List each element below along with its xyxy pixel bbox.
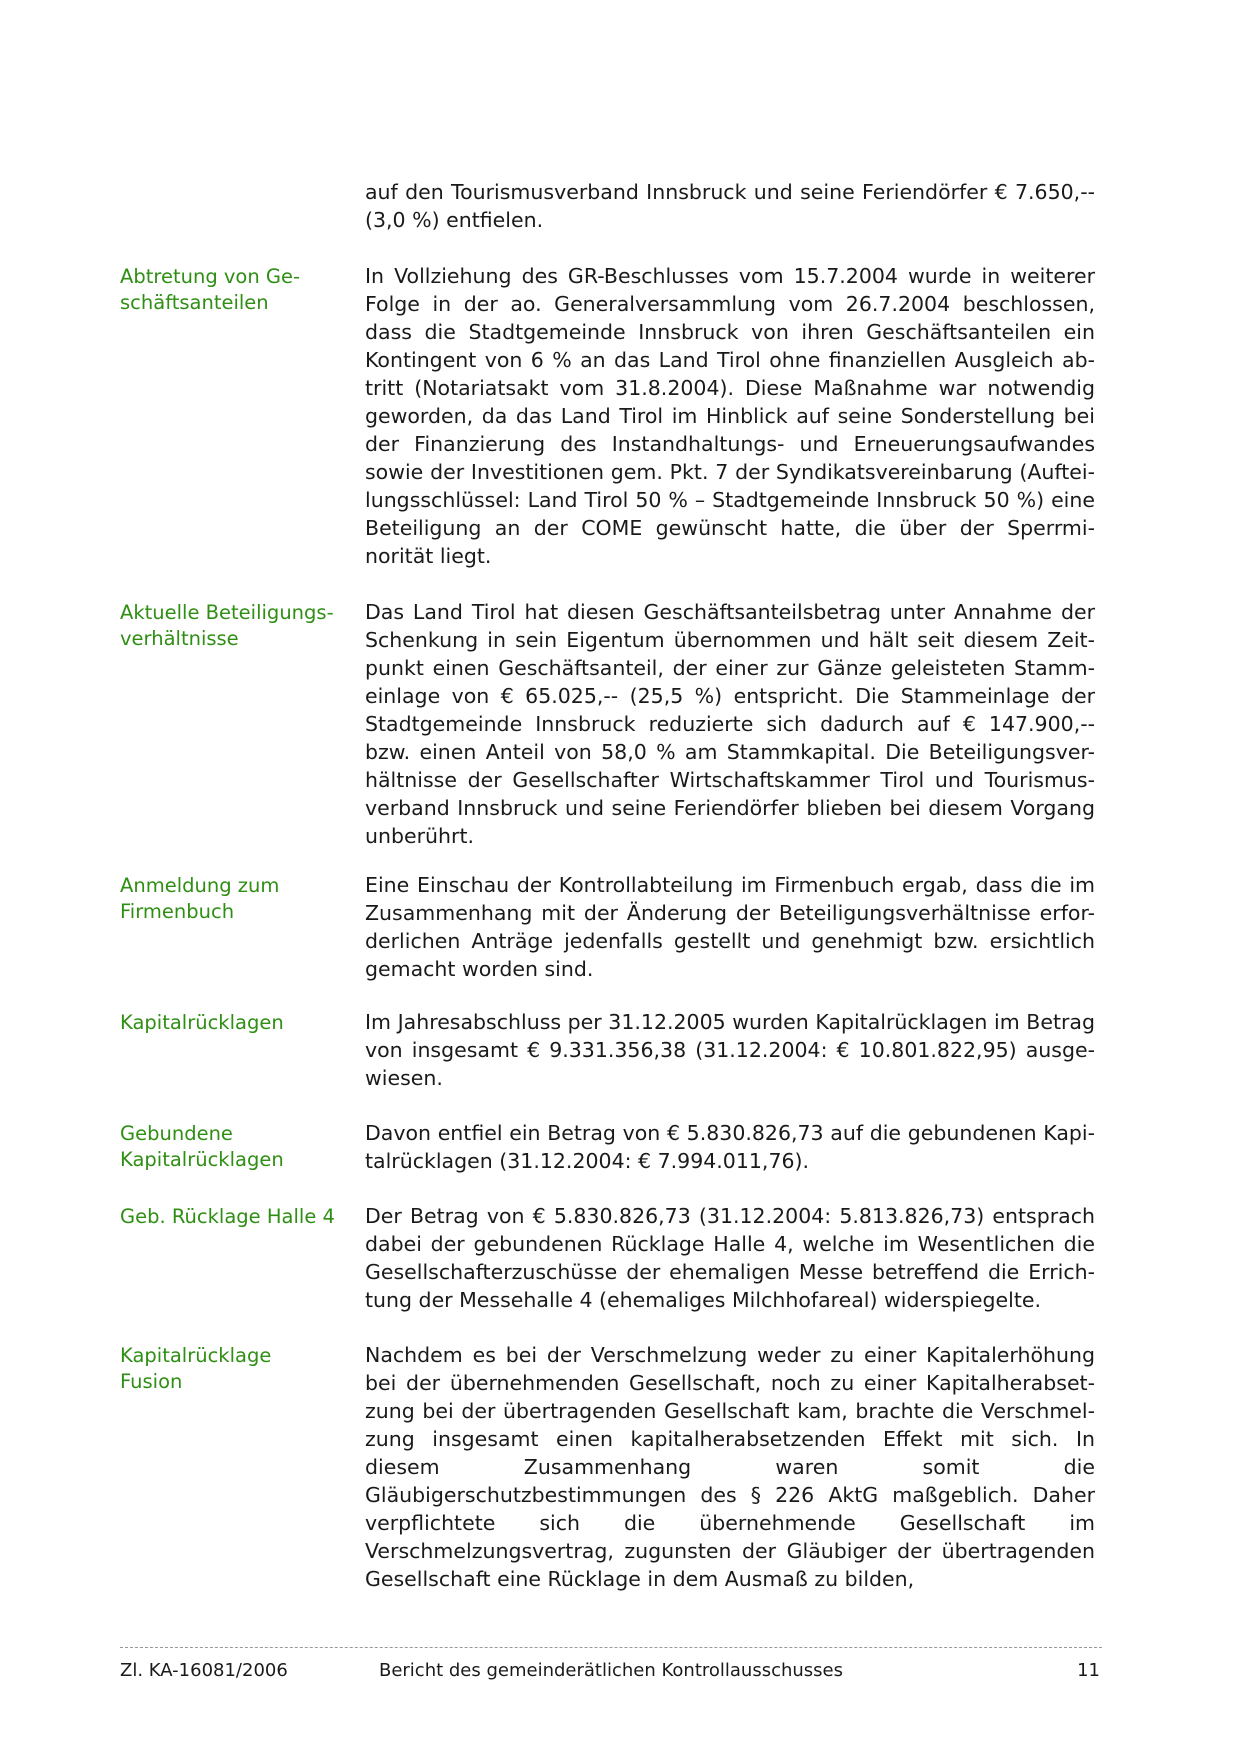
margin-note: Gebundene Kapitalrücklagen xyxy=(120,1122,284,1171)
footer-divider xyxy=(120,1647,1102,1648)
section-body: Nachdem es bei der Verschmelzung weder zu einer Kapitalerhöhung bei der übernehmenden Gesellschaft, noch zu einer Kapitalherabset-zung bei der übertragenden Gesellschaft kam, brachte die Verschmel-zung insgesamt einen kapitalherabsetzenden Effekt mit sich. In diesem Zusammenhang waren somit die Gläubigerschutzbestimmungen des § 226 AktG maßgeblich. Daher verpflichtete sich die übernehmende Gesellschaft im Verschmelzungsvertrag, zugunsten der Gläubiger der übertragenden Gesellschaft eine Rücklage in dem Ausmaß zu bilden, xyxy=(365,1343,1095,1591)
margin-note: Abtretung von Ge-schäftsanteilen xyxy=(120,265,301,314)
section-body: Das Land Tirol hat diesen Geschäftsanteilsbetrag unter Annahme der Schenkung in sein Eigentum übernommen und hält seit diesem Zeit-punkt einen Geschäftsanteil, der einer zur Gänze geleisteten Stamm-einlage von € 65.025,-- (25,5 %) entspricht. Die Stammeinlage der Stadtgemeinde Innsbruck reduzierte sich dadurch auf € 147.900,-- bzw. einen Anteil von 58,0 % am Stammkapital. Die Beteiligungsver-hältnisse der Gesellschafter Wirtschaftskammer Tirol und Tourismus-verband Innsbruck und seine Feriendörfer blieben bei diesem Vorgang unberührt. xyxy=(365,600,1095,848)
footer-reference: Zl. KA-16081/2006 xyxy=(120,1660,288,1681)
section-body: Der Betrag von € 5.830.826,73 (31.12.2004: 5.813.826,73) entsprach dabei der gebundenen Rücklage Halle 4, welche im Wesentlichen die Gesellschafterzuschüsse der ehemaligen Messe betreffend die Errich-tung der Messehalle 4 (ehemaliges Milchhofareal) widerspiegelte. xyxy=(365,1204,1095,1312)
margin-note: Aktuelle Beteiligungs-verhältnisse xyxy=(120,601,334,650)
page-footer xyxy=(120,1658,1102,1684)
footer-title: Bericht des gemeinderätlichen Kontrollausschusses xyxy=(378,1660,844,1681)
margin-note: Anmeldung zum Firmenbuch xyxy=(120,874,280,923)
margin-note: Geb. Rücklage Halle 4 xyxy=(120,1205,335,1228)
page-number: 11 xyxy=(1077,1660,1100,1681)
margin-note: Kapitalrücklagen xyxy=(120,1011,284,1034)
section-body: Eine Einschau der Kontrollabteilung im Firmenbuch ergab, dass die im Zusammenhang mit der Änderung der Beteiligungsverhältnisse erfor-derlichen Anträge jedenfalls gestellt und genehmigt bzw. ersichtlich gemacht worden sind. xyxy=(365,873,1095,981)
section-body: Davon entfiel ein Betrag von € 5.830.826,73 auf die gebundenen Kapi-talrücklagen (31.12.2004: € 7.994.011,76). xyxy=(365,1121,1095,1173)
margin-note: Kapitalrücklage Fusion xyxy=(120,1344,272,1393)
section-body: In Vollziehung des GR-Beschlusses vom 15.7.2004 wurde in weiterer Folge in der ao. Generalversammlung vom 26.7.2004 beschlossen, dass die Stadtgemeinde Innsbruck von ihren Geschäftsanteilen ein Kontingent von 6 % an das Land Tirol ohne finanziellen Ausgleich ab-tritt (Notariatsakt vom 31.8.2004). Diese Maßnahme war notwendig geworden, da das Land Tirol im Hinblick auf seine Sonderstellung bei der Finanzierung des Instandhaltungs- und Erneuerungsaufwandes sowie der Investitionen gem. Pkt. 7 der Syndikatsvereinbarung (Auftei-lungsschlüssel: Land Tirol 50 % – Stadtgemeinde Innsbruck 50 %) eine Beteiligung an der COME gewünscht hatte, die über der Sperrmi-norität liegt. xyxy=(365,264,1095,568)
intro-paragraph: auf den Tourismusverband Innsbruck und seine Feriendörfer € 7.650,-- (3,0 %) entfielen. xyxy=(365,180,1095,232)
section-body: Im Jahresabschluss per 31.12.2005 wurden Kapitalrücklagen im Betrag von insgesamt € 9.331.356,38 (31.12.2004: € 10.801.822,95) ausge-wiesen. xyxy=(365,1010,1095,1090)
